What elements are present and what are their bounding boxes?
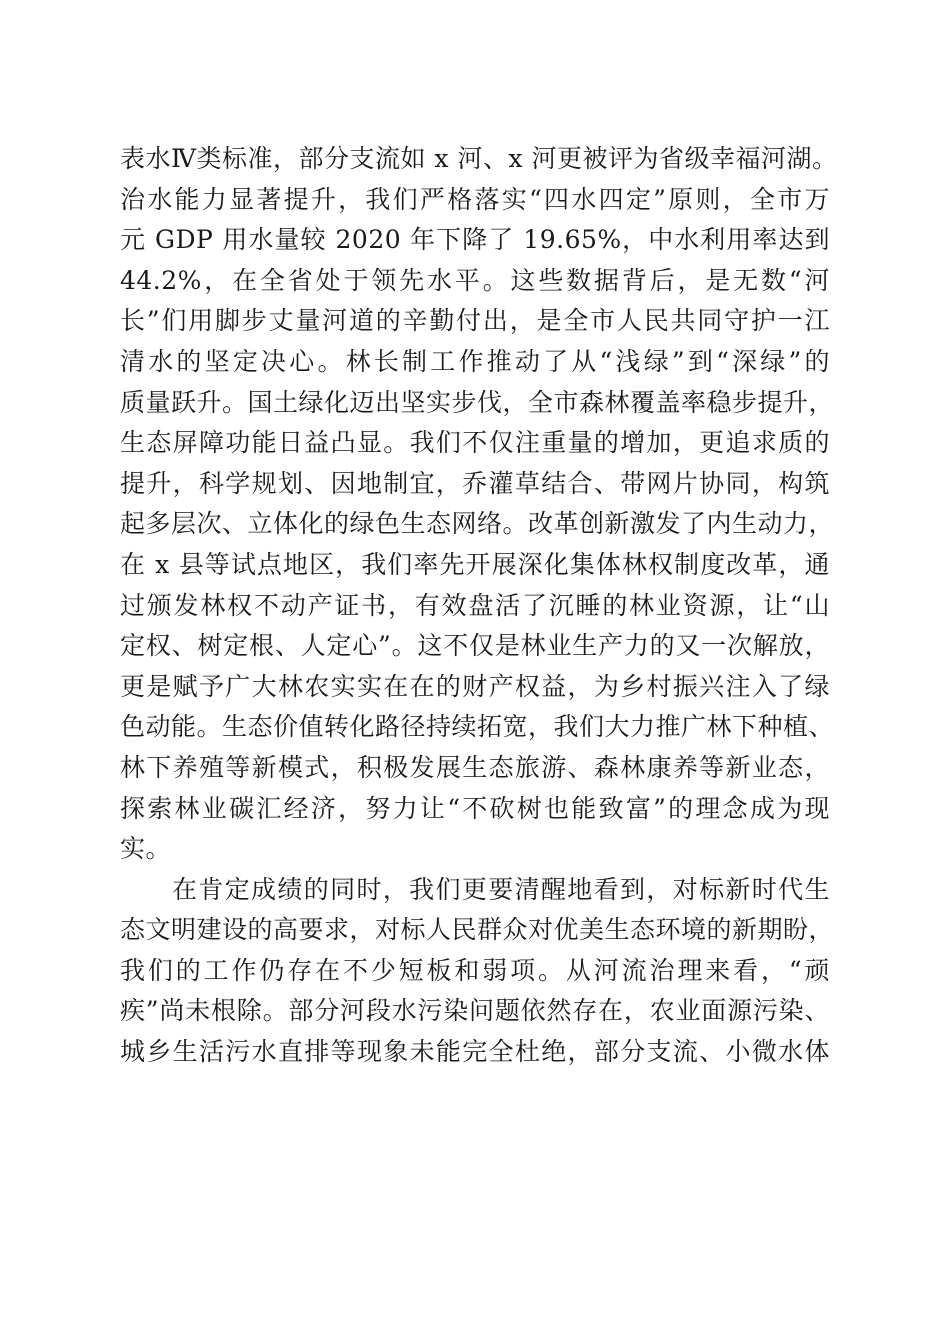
text-line: 提升，科学规划、因地制宜，乔灌草结合、带网片协同，构筑 bbox=[120, 468, 830, 498]
text-line: 表水Ⅳ类标准，部分支流如 x 河、x 河更被评为省级幸福河湖。 bbox=[120, 144, 838, 173]
text-line: 探索林业碳汇经济，努力让“不砍树也能致富”的理念成为现 bbox=[120, 793, 830, 823]
text-line: 我们的工作仍存在不少短板和弱项。从河流治理来看，“顽 bbox=[120, 955, 830, 985]
text-line: 治水能力显著提升，我们严格落实“四水四定”原则，全市万 bbox=[120, 184, 830, 214]
text-line: 过颁发林权不动产证书，有效盘活了沉睡的林业资源，让“山 bbox=[120, 590, 830, 620]
text-line: 实。 bbox=[120, 834, 172, 864]
text-line: 质量跃升。国土绿化迈出坚实步伐，全市森林覆盖率稳步提升， bbox=[120, 387, 835, 417]
text-line: 林下养殖等新模式，积极发展生态旅游、森林康养等新业态， bbox=[120, 752, 830, 782]
text-line: 长”们用脚步丈量河道的辛勤付出，是全市人民共同守护一江 bbox=[120, 306, 830, 336]
text-line: 清水的坚定决心。林长制工作推动了从“浅绿”到“深绿”的 bbox=[120, 346, 830, 376]
text-line: 元 GDP 用水量较 2020 年下降了 19.65%，中水利用率达到 bbox=[120, 225, 830, 255]
text-line: 城乡生活污水直排等现象未能完全杜绝，部分支流、小微水体 bbox=[120, 1037, 830, 1067]
text-line: 生态屏障功能日益凸显。我们不仅注重量的增加，更追求质的 bbox=[120, 428, 830, 458]
text-line: 更是赋予广大林农实实在在的财产权益，为乡村振兴注入了绿 bbox=[120, 671, 830, 701]
text-line: 在 x 县等试点地区，我们率先开展深化集体林权制度改革，通 bbox=[120, 549, 830, 579]
text-line: 态文明建设的高要求，对标人民群众对优美生态环境的新期盼， bbox=[120, 915, 835, 945]
body-text bbox=[120, 139, 838, 1073]
text-line: 定权、树定根、人定心”。这不仅是林业生产力的又一次解放， bbox=[120, 631, 830, 661]
text-line: 44.2%，在全省处于领先水平。这些数据背后，是无数“河 bbox=[120, 265, 830, 295]
text-line: 起多层次、立体化的绿色生态网络。改革创新激发了内生动力， bbox=[120, 509, 835, 539]
text-line: 色动能。生态价值转化路径持续拓宽，我们大力推广林下种植、 bbox=[120, 712, 835, 742]
text-line: 疾”尚未根除。部分河段水污染问题依然存在，农业面源污染、 bbox=[120, 996, 830, 1026]
paragraph-start-line: 在肯定成绩的同时，我们更要清醒地看到，对标新时代生 bbox=[172, 874, 830, 904]
